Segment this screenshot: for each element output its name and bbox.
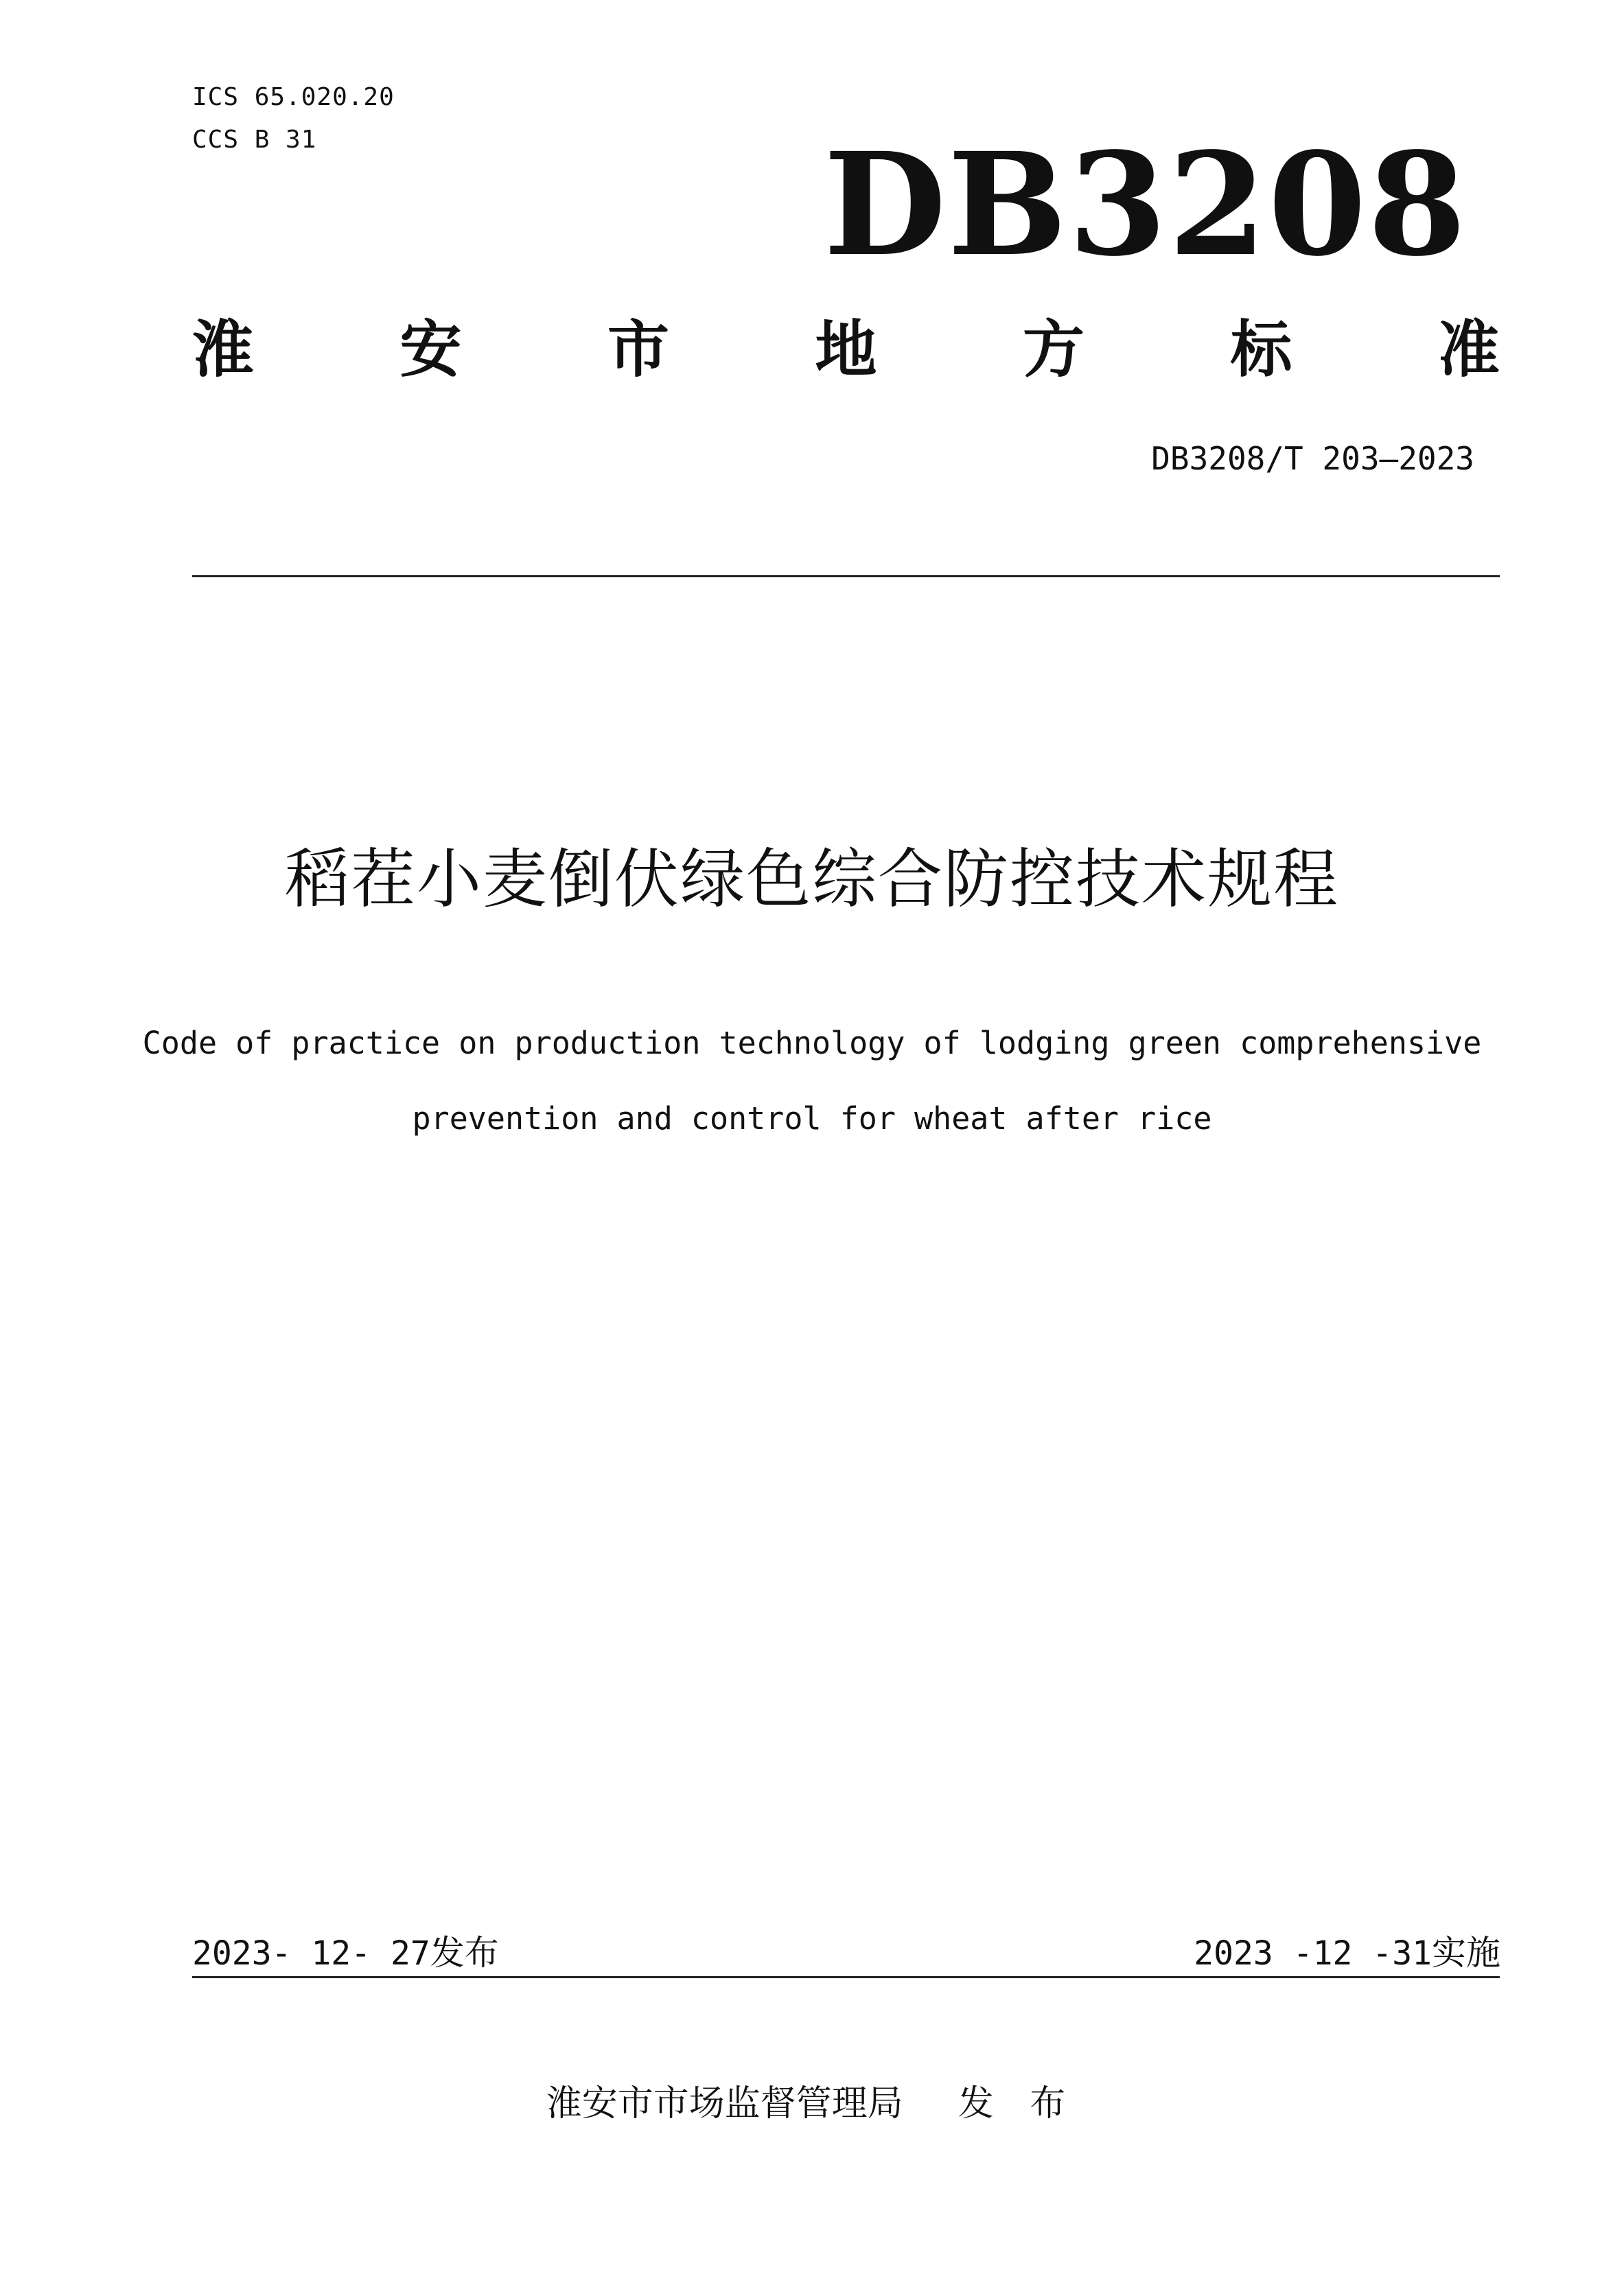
implementation-date-value: 2023 -12 -31 [1194,1934,1432,1973]
standard-type-char: 市 [607,314,669,386]
ccs-code: CCS B 31 [192,126,317,154]
standard-logo: DB3208 [823,121,1468,288]
title-english-line-2: prevention and control for wheat after rice [412,1100,1212,1137]
standard-type-char: 标 [1230,314,1292,386]
standard-type-char: 准 [1438,314,1500,386]
issue-date [192,1932,499,1974]
standard-type-char: 安 [399,314,462,386]
standard-type-char: 地 [815,314,877,386]
implementation-date-label: 实施 [1432,1933,1500,1973]
standard-number: DB3208/T 203—2023 [1151,440,1474,477]
footer-divider [192,1976,1500,1978]
standard-type-heading [192,312,1500,388]
standard-type-char: 淮 [192,314,254,386]
issue-date-value: 2023- 12- 27 [192,1934,430,1973]
title-english-line-1: Code of practice on production technology of lodging green comprehensive [142,1025,1482,1061]
implementation-date [1194,1932,1500,1974]
issuer-action: 发 布 [958,2083,1078,2124]
issuer-line [0,2080,1624,2128]
issue-date-label: 发布 [430,1933,499,1973]
issuer-name: 淮安市市场监督管理局 [546,2083,903,2124]
standard-type-char: 方 [1023,314,1084,386]
title-chinese: 稻茬小麦倒伏绿色综合防控技术规程 [284,842,1339,917]
ics-code: ICS 65.020.20 [192,83,395,111]
header-divider [192,575,1500,577]
